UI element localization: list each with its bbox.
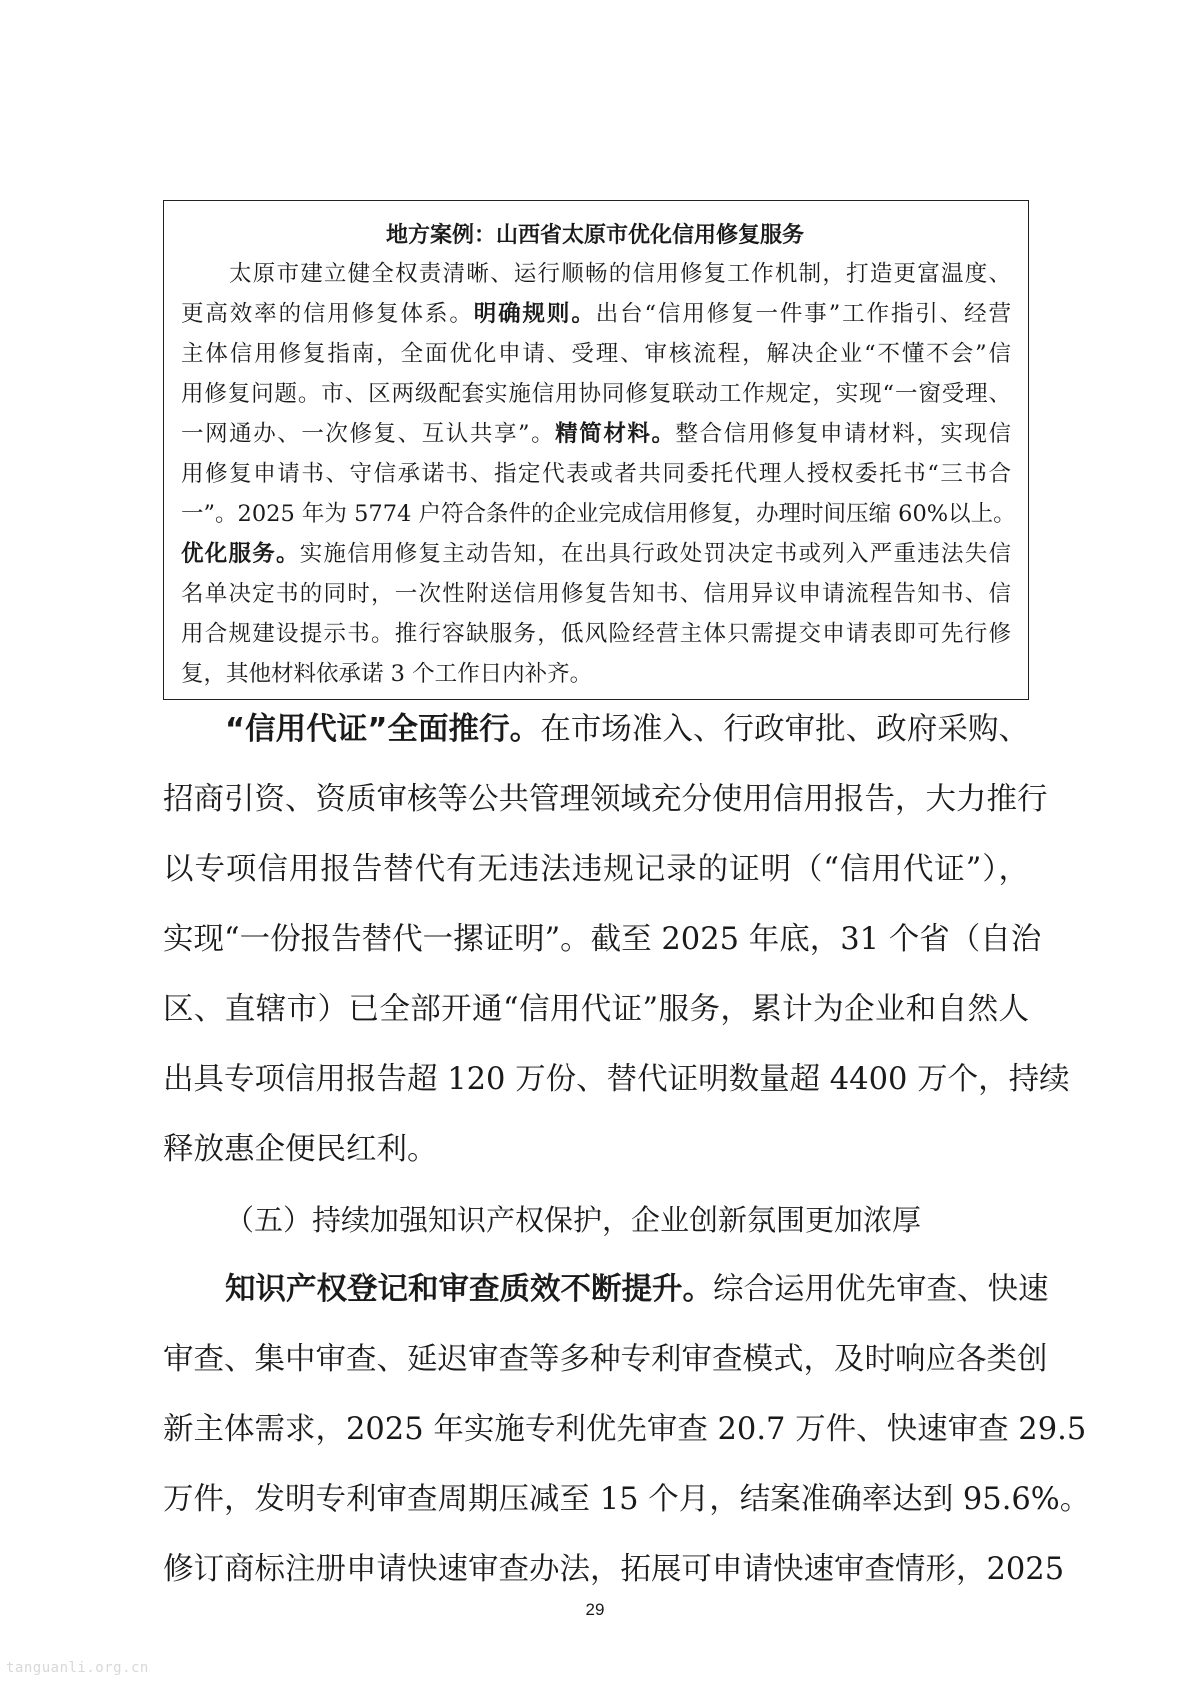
page-number: 29 <box>585 1600 605 1619</box>
body-paragraph-line: 新主体需求，2025 年实施专利优先审查 20.7 万件、快速审查 29.5 <box>163 1412 1087 1447</box>
case-box-line: 名单决定书的同时，一次性附送信用修复告知书、信用异议申请流程告知书、信 <box>181 581 1011 607</box>
bold-lead-ip-quality: 知识产权登记和审查质效不断提升。 <box>225 1272 713 1307</box>
case-box-line: 一”。2025 年为 5774 户符合条件的企业完成信用修复，办理时间压缩 60%以上。 <box>181 501 1016 527</box>
case-box-line: 用修复问题。市、区两级配套实施信用协同修复联动工作规定，实现“一窗受理、 <box>181 381 1011 407</box>
case-box-line: 主体信用修复指南，全面优化申请、受理、审核流程，解决企业“不懂不会”信 <box>181 341 1011 367</box>
case-box-line: 更高效率的信用修复体系。明确规则。出台“信用修复一件事”工作指引、经营 <box>181 301 1011 327</box>
case-box-title: 地方案例：山西省太原市优化信用修复服务 <box>385 223 804 248</box>
body-paragraph-line: 招商引资、资质审核等公共管理领域充分使用信用报告，大力推行 <box>163 782 1048 817</box>
body-paragraph-line: “信用代证”全面推行。在市场准入、行政审批、政府采购、 <box>225 712 1029 747</box>
body-paragraph-line: 审查、集中审查、延迟审查等多种专利审查模式，及时响应各类创 <box>163 1342 1048 1377</box>
case-box-line: 一网通办、一次修复、互认共享”。精简材料。整合信用修复申请材料，实现信 <box>181 421 1011 447</box>
bold-lead-simplify-materials: 精简材料。 <box>555 421 676 447</box>
body-paragraph-line: 修订商标注册申请快速审查办法，拓展可申请快速审查情形，2025 <box>163 1552 1065 1587</box>
watermark: tanguanli.org.cn <box>6 1660 149 1676</box>
case-box-line: 优化服务。实施信用修复主动告知，在出具行政处罚决定书或列入严重违法失信 <box>181 541 1011 567</box>
body-paragraph-line: 出具专项信用报告超 120 万份、替代证明数量超 4400 万个，持续 <box>163 1062 1070 1097</box>
case-box-line: 用合规建设提示书。推行容缺服务，低风险经营主体只需提交申请表即可先行修 <box>181 621 1011 647</box>
case-box-line: 用修复申请书、守信承诺书、指定代表或者共同委托代理人授权委托书“三书合 <box>181 461 1011 487</box>
body-paragraph-line: 以专项信用报告替代有无违法违规记录的证明（“信用代证”）， <box>163 852 1029 887</box>
body-paragraph-line: 实现“一份报告替代一摞证明”。截至 2025 年底，31 个省（自治 <box>163 922 1042 957</box>
body-paragraph-line: 区、直辖市）已全部开通“信用代证”服务，累计为企业和自然人 <box>163 992 1029 1027</box>
bold-lead-clarify-rules: 明确规则。 <box>473 301 596 327</box>
bold-lead-credit-certificate: “信用代证”全面推行。 <box>225 712 541 747</box>
section-heading: （五）持续加强知识产权保护，企业创新氛围更加浓厚 <box>225 1203 922 1237</box>
bold-lead-optimize-service: 优化服务。 <box>181 541 300 567</box>
body-paragraph-line: 万件，发明专利审查周期压减至 15 个月，结案准确率达到 95.6%。 <box>163 1482 1091 1517</box>
case-box-line: 太原市建立健全权责清晰、运行顺畅的信用修复工作机制，打造更富温度、 <box>229 261 1011 287</box>
body-paragraph-line: 知识产权登记和审查质效不断提升。综合运用优先审查、快速 <box>225 1272 1049 1307</box>
case-box-line: 复，其他材料依承诺 3 个工作日内补齐。 <box>181 661 593 687</box>
body-paragraph-line: 释放惠企便民红利。 <box>163 1132 438 1167</box>
